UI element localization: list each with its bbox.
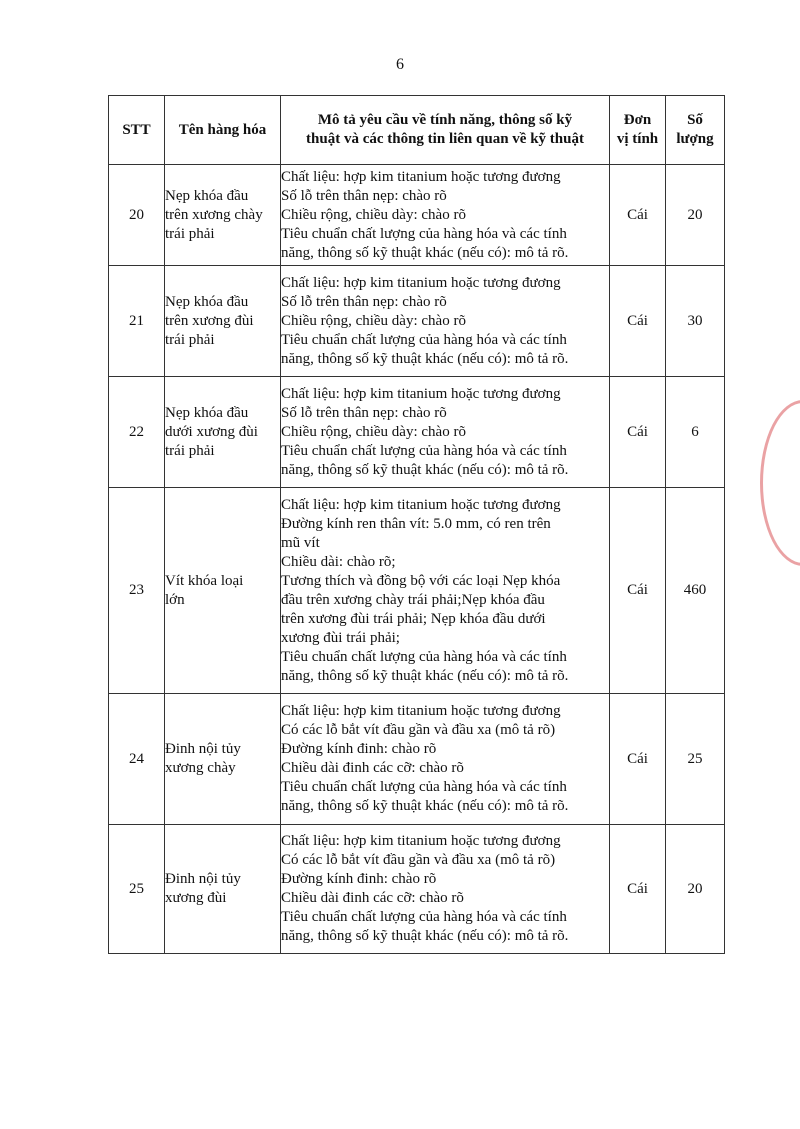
description-line: Đường kính đinh: chào rõ xyxy=(281,741,437,757)
item-name-line: Nẹp khóa đầu xyxy=(165,404,249,421)
description-line: Chiều dài đinh các cỡ: chào rõ xyxy=(281,890,464,906)
row-description xyxy=(281,266,610,377)
item-name-line: xương chày xyxy=(165,760,236,776)
table-body xyxy=(109,165,725,954)
item-name-line: Vít khóa loại xyxy=(165,572,244,589)
table-row xyxy=(109,266,725,377)
row-quantity: 20 xyxy=(666,165,725,266)
row-unit: Cái xyxy=(610,165,666,266)
header-description xyxy=(281,96,610,165)
description-line: năng, thông số kỹ thuật khác (nếu có): mô tả rõ. xyxy=(281,667,569,684)
table-row xyxy=(109,377,725,488)
description-line: năng, thông số kỹ thuật khác (nếu có): mô tả rõ. xyxy=(281,350,569,367)
item-name-line: trái phải xyxy=(165,225,215,242)
description-line: Tiêu chuẩn chất lượng của hàng hóa và các tính xyxy=(281,648,567,665)
table-row xyxy=(109,825,725,954)
row-unit: Cái xyxy=(610,488,666,694)
item-name-line: trái phải xyxy=(165,331,215,348)
item-name-line: xương đùi xyxy=(165,890,227,906)
description-line: Tiêu chuẩn chất lượng của hàng hóa và các tính xyxy=(281,779,567,795)
row-item-name xyxy=(165,694,281,825)
row-item-name xyxy=(165,825,281,954)
description-line: Chiều rộng, chiều dày: chào rõ xyxy=(281,423,466,440)
description-line: Có các lỗ bắt vít đầu gần và đầu xa (mô tả rõ) xyxy=(281,852,556,868)
row-unit: Cái xyxy=(610,825,666,954)
table-row xyxy=(109,488,725,694)
header-unit xyxy=(610,96,666,165)
specification-table xyxy=(108,95,725,954)
row-description xyxy=(281,165,610,266)
description-line: Chất liệu: hợp kim titanium hoặc tương đương xyxy=(281,385,561,402)
description-line: Số lỗ trên thân nẹp: chào rõ xyxy=(281,187,447,204)
table-row xyxy=(109,694,725,825)
description-line: năng, thông số kỹ thuật khác (nếu có): mô tả rõ. xyxy=(281,798,569,814)
description-line: Chất liệu: hợp kim titanium hoặc tương đương xyxy=(281,168,561,185)
row-item-name xyxy=(165,377,281,488)
item-name-line: Đinh nội tủy xyxy=(165,741,241,757)
description-line: năng, thông số kỹ thuật khác (nếu có): mô tả rõ. xyxy=(281,461,569,478)
description-line: trên xương đùi trái phải; Nẹp khóa đầu dưới xyxy=(281,610,546,627)
row-stt: 23 xyxy=(109,488,165,694)
header-quantity xyxy=(666,96,725,165)
description-line: Số lỗ trên thân nẹp: chào rõ xyxy=(281,293,447,310)
description-line: Số lỗ trên thân nẹp: chào rõ xyxy=(281,404,447,421)
header-quantity-line: lượng xyxy=(676,131,714,147)
row-item-name xyxy=(165,266,281,377)
header-stt: STT xyxy=(109,96,165,165)
row-unit: Cái xyxy=(610,266,666,377)
row-stt: 24 xyxy=(109,694,165,825)
description-line: Tương thích và đồng bộ với các loại Nẹp khóa xyxy=(281,572,561,589)
item-name-line: Nẹp khóa đầu xyxy=(165,187,249,204)
row-stt: 21 xyxy=(109,266,165,377)
item-name-line: trên xương đùi xyxy=(165,312,254,329)
header-quantity-line: Số xyxy=(687,112,703,128)
item-name-line: Đinh nội tủy xyxy=(165,871,241,887)
description-line: Đường kính đinh: chào rõ xyxy=(281,871,437,887)
item-name-line: trên xương chày xyxy=(165,206,263,223)
header-description-line: Mô tả yêu cầu về tính năng, thông số kỹ xyxy=(317,112,573,128)
description-line: Chất liệu: hợp kim titanium hoặc tương đương xyxy=(281,274,561,291)
description-line: năng, thông số kỹ thuật khác (nếu có): mô tả rõ. xyxy=(281,928,569,944)
row-item-name xyxy=(165,165,281,266)
red-seal-stamp xyxy=(760,400,800,566)
row-item-name xyxy=(165,488,281,694)
row-description xyxy=(281,488,610,694)
row-quantity: 20 xyxy=(666,825,725,954)
description-line: Tiêu chuẩn chất lượng của hàng hóa và các tính xyxy=(281,442,567,459)
description-line: Chiều dài: chào rõ; xyxy=(281,553,396,570)
item-name-line: Nẹp khóa đầu xyxy=(165,293,249,310)
description-line: mũ vít xyxy=(281,534,320,551)
description-line: Chất liệu: hợp kim titanium hoặc tương đương xyxy=(281,833,561,849)
description-line: Chiều rộng, chiều dày: chào rõ xyxy=(281,206,466,223)
row-quantity: 460 xyxy=(666,488,725,694)
header-description-line: thuật và các thông tin liên quan về kỹ thuật xyxy=(306,131,584,147)
description-line: đầu trên xương chày trái phải;Nẹp khóa đầu xyxy=(281,591,545,608)
item-name-line: trái phải xyxy=(165,442,215,459)
row-quantity: 6 xyxy=(666,377,725,488)
row-quantity: 30 xyxy=(666,266,725,377)
description-line: Chất liệu: hợp kim titanium hoặc tương đương xyxy=(281,496,561,513)
description-line: Tiêu chuẩn chất lượng của hàng hóa và các tính xyxy=(281,909,567,925)
description-line: Tiêu chuẩn chất lượng của hàng hóa và các tính xyxy=(281,225,567,242)
item-name-line: dưới xương đùi xyxy=(165,423,258,440)
description-line: năng, thông số kỹ thuật khác (nếu có): mô tả rõ. xyxy=(281,244,569,261)
row-description xyxy=(281,377,610,488)
header-unit-line: vị tính xyxy=(616,131,659,147)
description-line: Chiều dài đinh các cỡ: chào rõ xyxy=(281,760,464,776)
description-line: Chất liệu: hợp kim titanium hoặc tương đương xyxy=(281,703,561,719)
row-unit: Cái xyxy=(610,377,666,488)
description-line: Đường kính ren thân vít: 5.0 mm, có ren trên xyxy=(281,515,551,532)
row-unit: Cái xyxy=(610,694,666,825)
description-line: xương đùi trái phải; xyxy=(281,629,400,646)
table-header-row xyxy=(109,96,725,165)
row-stt: 20 xyxy=(109,165,165,266)
row-quantity: 25 xyxy=(666,694,725,825)
header-name: Tên hàng hóa xyxy=(165,96,281,165)
row-stt: 22 xyxy=(109,377,165,488)
item-name-line: lớn xyxy=(165,591,185,608)
row-description xyxy=(281,825,610,954)
description-line: Tiêu chuẩn chất lượng của hàng hóa và các tính xyxy=(281,331,567,348)
table-row xyxy=(109,165,725,266)
page-number: 6 xyxy=(396,56,404,73)
header-unit-line: Đơn xyxy=(623,112,652,128)
row-stt: 25 xyxy=(109,825,165,954)
row-description xyxy=(281,694,610,825)
description-line: Chiều rộng, chiều dày: chào rõ xyxy=(281,312,466,329)
description-line: Có các lỗ bắt vít đầu gần và đầu xa (mô tả rõ) xyxy=(281,722,556,738)
